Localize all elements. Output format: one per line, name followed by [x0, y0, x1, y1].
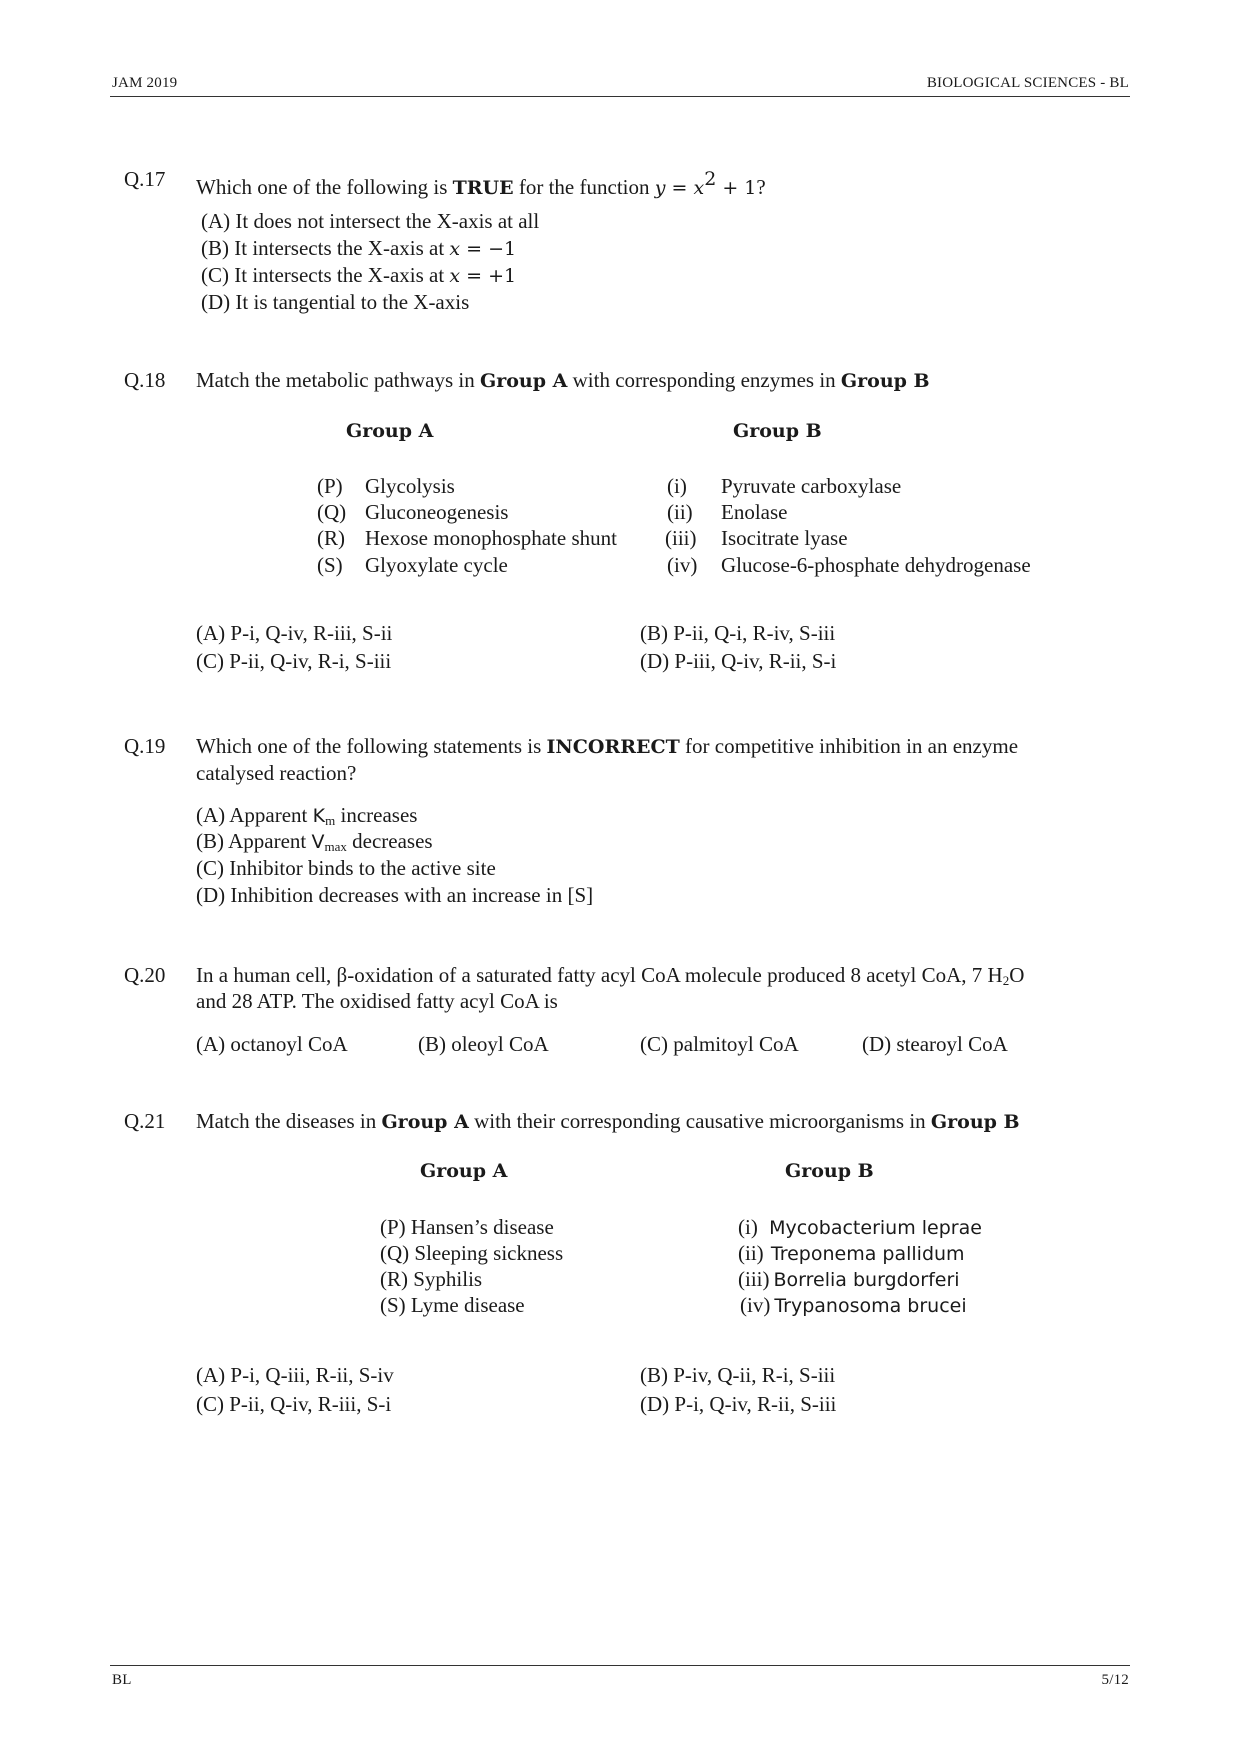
- q18-group-a-label-s: (S): [317, 553, 343, 577]
- q19-option-b-pre: (B) Apparent: [196, 829, 312, 853]
- q21-group-a-item-s: (S) Lyme disease: [380, 1293, 525, 1317]
- q18-stem-bold-a: Group A: [480, 370, 568, 392]
- q19-option-b-sub: max: [324, 839, 347, 854]
- q21-group-b-item-ii: [738, 1240, 965, 1267]
- q18-stem: [196, 367, 930, 394]
- q19-option-b-symbol: V: [311, 831, 325, 853]
- q21-group-b-text-ii: Treponema pallidum: [770, 1243, 965, 1265]
- q18-group-a-label-r: (R): [317, 526, 345, 550]
- q17-stem-bold: TRUE: [452, 177, 514, 199]
- q19-number: Q.19: [124, 734, 166, 758]
- q19-option-b-post: decreases: [346, 829, 433, 853]
- q18-group-b-title: Group B: [733, 420, 822, 442]
- q17-option-a: (A) It does not intersect the X-axis at all: [201, 209, 540, 233]
- q18-group-a-text-p: Glycolysis: [365, 474, 455, 498]
- q18-option-d: (D) P-iii, Q-iv, R-ii, S-i: [640, 649, 837, 673]
- q17-math-sup: 2: [704, 168, 717, 190]
- q21-group-b-item-iii: [738, 1266, 960, 1293]
- q20-option-c: (C) palmitoyl CoA: [640, 1032, 799, 1056]
- q17-option-c-val: = +1: [460, 265, 517, 287]
- q17-math-y: y: [654, 177, 666, 199]
- header-right: BIOLOGICAL SCIENCES - BL: [926, 75, 1129, 91]
- q18-group-a-text-s: Glyoxylate cycle: [365, 553, 508, 577]
- q21-group-b-label-ii: (ii): [738, 1241, 764, 1265]
- q20-number: Q.20: [124, 963, 166, 987]
- q21-group-a-item-r: (R) Syphilis: [380, 1267, 483, 1291]
- q18-option-b: (B) P-ii, Q-i, R-iv, S-iii: [640, 621, 836, 645]
- q21-group-b-label-iv: (iv): [740, 1293, 771, 1317]
- q20-stem-sub: 2: [1002, 973, 1010, 988]
- q19-option-c: (C) Inhibitor binds to the active site: [196, 856, 496, 880]
- q17-stem-part1: Which one of the following is: [196, 175, 448, 199]
- q18-stem-part2: with corresponding enzymes in: [572, 368, 836, 392]
- q17-math-eq: =: [665, 177, 694, 199]
- q21-group-b-title: Group B: [785, 1160, 874, 1182]
- q20-stem-line2: and 28 ATP. The oxidised fatty acyl CoA is: [196, 989, 558, 1013]
- q18-group-b-text-iv: Glucose-6-phosphate dehydrogenase: [721, 553, 1031, 577]
- q21-stem: [196, 1108, 1020, 1135]
- q17-number: Q.17: [124, 167, 166, 191]
- q17-math-rest: + 1: [716, 177, 757, 199]
- q18-option-c: (C) P-ii, Q-iv, R-i, S-iii: [196, 649, 392, 673]
- q21-group-b-text-iii: Borrelia burgdorferi: [773, 1269, 960, 1291]
- q21-group-a-item-p: (P) Hansen’s disease: [380, 1215, 554, 1239]
- q21-group-a-item-q: (Q) Sleeping sickness: [380, 1241, 564, 1265]
- q18-group-a-text-q: Gluconeogenesis: [365, 500, 509, 524]
- q17-stem-part2: for the function: [518, 175, 650, 199]
- q18-group-b-text-iii: Isocitrate lyase: [721, 526, 848, 550]
- q21-stem-part2: with their corresponding causative microorganisms in: [474, 1109, 926, 1133]
- q17-option-b: [201, 235, 516, 262]
- q21-group-b-label-i: (i): [738, 1215, 758, 1239]
- q20-stem-part1: In a human cell, β-oxidation of a saturated fatty acyl CoA molecule produced 8 acetyl CoA, 7 H: [196, 963, 1003, 987]
- q19-option-a-post: increases: [335, 803, 418, 827]
- q19-stem-bold: INCORRECT: [546, 736, 680, 758]
- footer-page-number: 5/12: [1101, 1672, 1129, 1688]
- q17-option-b-text: (B) It intersects the X-axis at: [201, 236, 445, 260]
- q20-stem-part2: O: [1009, 963, 1025, 987]
- q18-number: Q.18: [124, 368, 166, 392]
- footer-rule: [110, 1665, 1130, 1666]
- q21-group-b-item-iv: [740, 1292, 967, 1319]
- q19-stem-part2: for competitive inhibition in an enzyme: [685, 734, 1019, 758]
- q19-stem: [196, 733, 1018, 760]
- q21-group-b-item-i: [738, 1214, 982, 1241]
- q17-option-c-var: x: [449, 265, 461, 287]
- q19-option-d: (D) Inhibition decreases with an increase in [S]: [196, 883, 594, 907]
- q21-option-b: (B) P-iv, Q-ii, R-i, S-iii: [640, 1363, 836, 1387]
- footer-left: BL: [112, 1672, 132, 1688]
- q18-stem-part1: Match the metabolic pathways in: [196, 368, 475, 392]
- q18-group-b-label-iii: (iii): [665, 526, 697, 550]
- q21-group-a-title: Group A: [420, 1160, 508, 1182]
- q17-option-b-var: x: [449, 238, 461, 260]
- q20-option-a: (A) octanoyl CoA: [196, 1032, 348, 1056]
- q18-option-a: (A) P-i, Q-iv, R-iii, S-ii: [196, 621, 393, 645]
- q18-group-b-text-ii: Enolase: [721, 500, 788, 524]
- q18-group-a-label-q: (Q): [317, 500, 347, 524]
- q18-group-b-label-ii: (ii): [667, 500, 693, 524]
- q21-stem-bold-b: Group B: [930, 1111, 1020, 1133]
- q17-stem-end: ?: [756, 175, 766, 199]
- q18-group-b-text-i: Pyruvate carboxylase: [721, 474, 902, 498]
- q17-math-x: x: [693, 177, 705, 199]
- q21-stem-bold-a: Group A: [381, 1111, 469, 1133]
- header-left: JAM 2019: [112, 75, 178, 91]
- q21-option-d: (D) P-i, Q-iv, R-ii, S-iii: [640, 1392, 837, 1416]
- q20-option-d: (D) stearoyl CoA: [862, 1032, 1008, 1056]
- q18-group-b-label-i: (i): [667, 474, 687, 498]
- q18-group-b-label-iv: (iv): [667, 553, 698, 577]
- q18-group-a-text-r: Hexose monophosphate shunt: [365, 526, 617, 550]
- q17-option-d: (D) It is tangential to the X-axis: [201, 290, 470, 314]
- q18-group-a-label-p: (P): [317, 474, 343, 498]
- q21-group-b-text-i: Mycobacterium leprae: [769, 1217, 982, 1239]
- q18-group-a-title: Group A: [346, 420, 434, 442]
- q21-number: Q.21: [124, 1109, 166, 1133]
- q21-group-b-text-iv: Trypanosoma brucei: [774, 1295, 967, 1317]
- q21-stem-part1: Match the diseases in: [196, 1109, 377, 1133]
- q19-option-a-pre: (A) Apparent: [196, 803, 313, 827]
- q19-option-a-sub: m: [325, 813, 336, 828]
- header-rule: [110, 96, 1130, 97]
- q20-option-b: (B) oleoyl CoA: [418, 1032, 549, 1056]
- q17-stem: [196, 166, 766, 201]
- q19-stem-part1: Which one of the following statements is: [196, 734, 542, 758]
- q21-option-c: (C) P-ii, Q-iv, R-iii, S-i: [196, 1392, 392, 1416]
- q19-option-a-symbol: K: [312, 805, 326, 827]
- q21-group-b-label-iii: (iii): [738, 1267, 770, 1291]
- q17-option-b-val: = −1: [460, 238, 517, 260]
- q17-option-c-text: (C) It intersects the X-axis at: [201, 263, 445, 287]
- q19-stem-line2: catalysed reaction?: [196, 761, 357, 785]
- q17-option-c: [201, 262, 516, 289]
- q21-option-a: (A) P-i, Q-iii, R-ii, S-iv: [196, 1363, 394, 1387]
- q18-stem-bold-b: Group B: [840, 370, 930, 392]
